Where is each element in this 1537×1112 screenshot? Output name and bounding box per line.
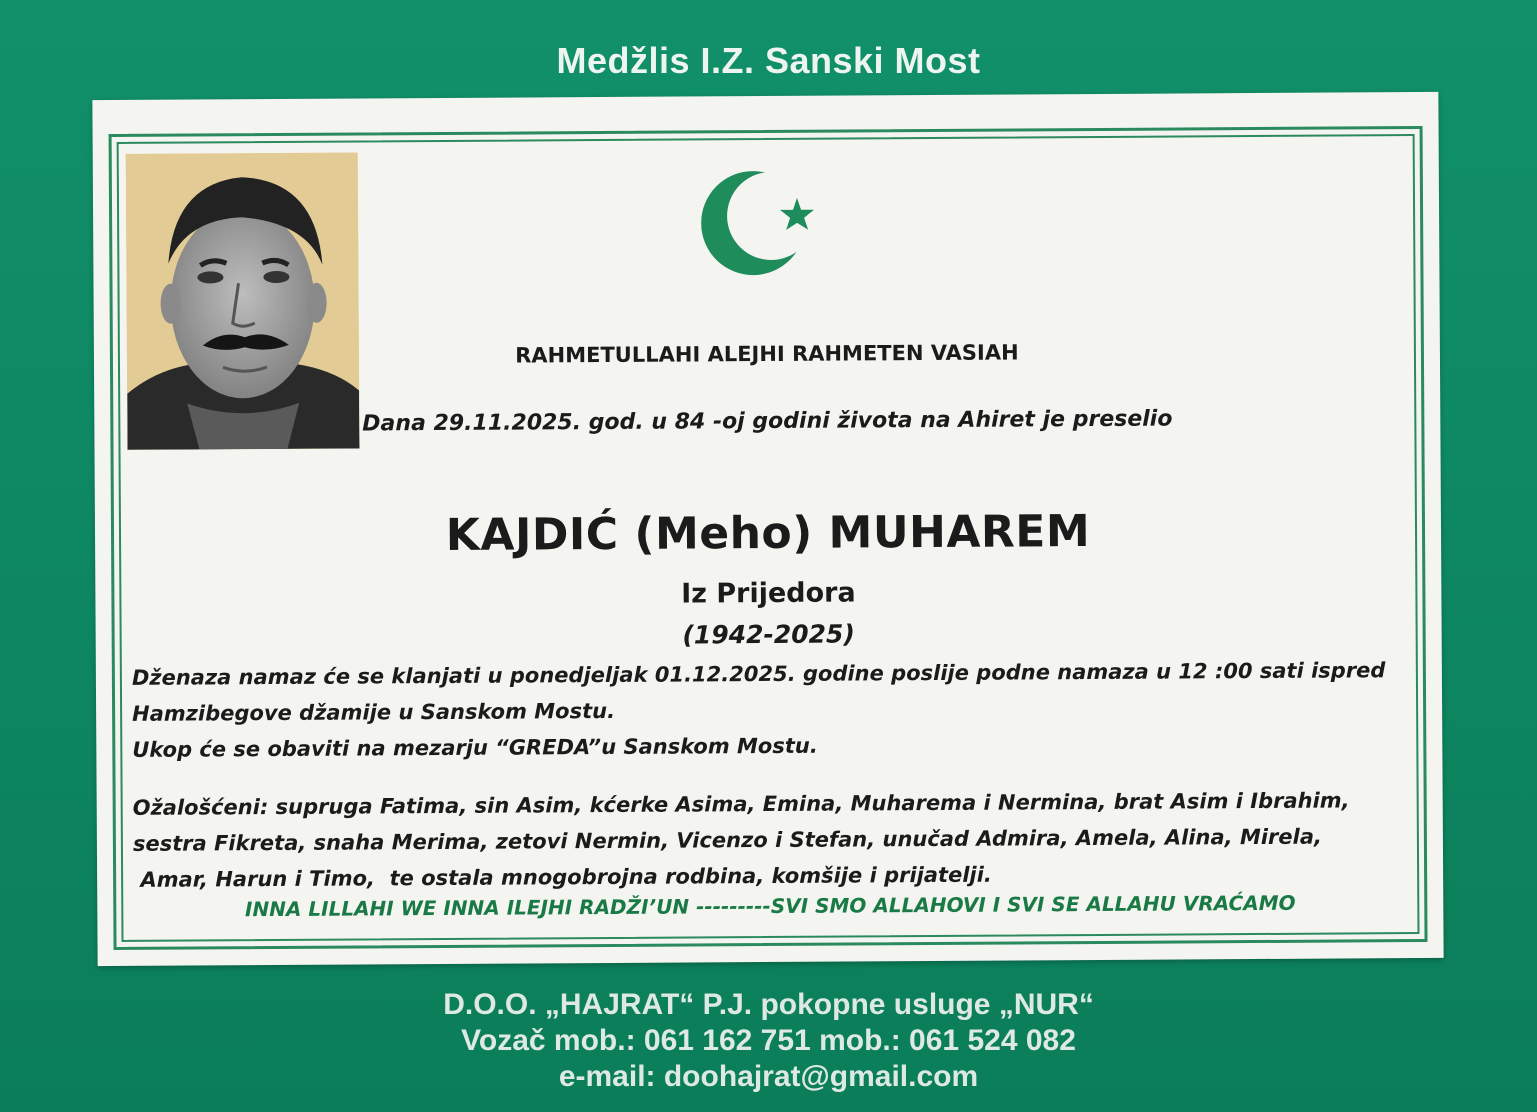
funeral-line: Ukop će se obaviti na mezarju “GREDA”u Sanskom Mostu.: [132, 733, 818, 762]
mourners-line: Amar, Harun i Timo, te ostala mnogobrojna rodbina, komšije i prijatelji.: [133, 862, 992, 892]
mourners-line: Ožalošćeni: supruga Fatima, sin Asim, kćerke Asima, Emina, Muharema i Nermina, brat Asim i Ibrahim,: [132, 788, 1350, 820]
company-name: D.O.O. „HAJRAT“ P.J. pokopne usluge „NUR“: [443, 988, 1094, 1021]
crescent-star-icon: [701, 168, 822, 279]
blessing-text: RAHMETULLAHI ALEJHI RAHMETEN VASIAH: [515, 340, 1019, 368]
contact-phones: Vozač mob.: 061 162 751 mob.: 061 524 082: [461, 1024, 1076, 1057]
portrait-image: [126, 152, 360, 449]
mourners-line: sestra Fikreta, snaha Merima, zetovi Nermin, Vicenzo i Stefan, unučad Admira, Amela, Alina, Mirela,: [132, 824, 1323, 856]
deceased-photo: [126, 152, 360, 449]
funeral-details: [132, 652, 1423, 768]
obituary-paper: [92, 92, 1443, 966]
header-title: Medžlis I.Z. Sanski Most: [556, 40, 981, 81]
closing-prayer: INNA LILLAHI WE INNA ILEJHI RADŽI’UN ---------SVI SMO ALLAHOVI I SVI SE ALLAHU VRAĆAMO: [244, 890, 1296, 922]
announcement-text: Dana 29.11.2025. god. u 84 -oj godini života na Ahiret je preselio: [362, 406, 1173, 437]
deceased-name: KAJDIĆ (Meho) MUHAREM: [445, 506, 1091, 561]
origin-text: Iz Prijedora: [681, 577, 856, 610]
contact-email: e-mail: doohajrat@gmail.com: [558, 1060, 979, 1093]
mourners-list: [133, 782, 1424, 898]
life-years: (1942-2025): [682, 619, 855, 650]
funeral-line: Dženaza namaz će se klanjati u ponedjeljak 01.12.2025. godine poslije podne namaza u 12 :00 sati ispred: [131, 658, 1386, 690]
funeral-line: Hamzibegove džamije u Sanskom Mostu.: [132, 698, 616, 726]
